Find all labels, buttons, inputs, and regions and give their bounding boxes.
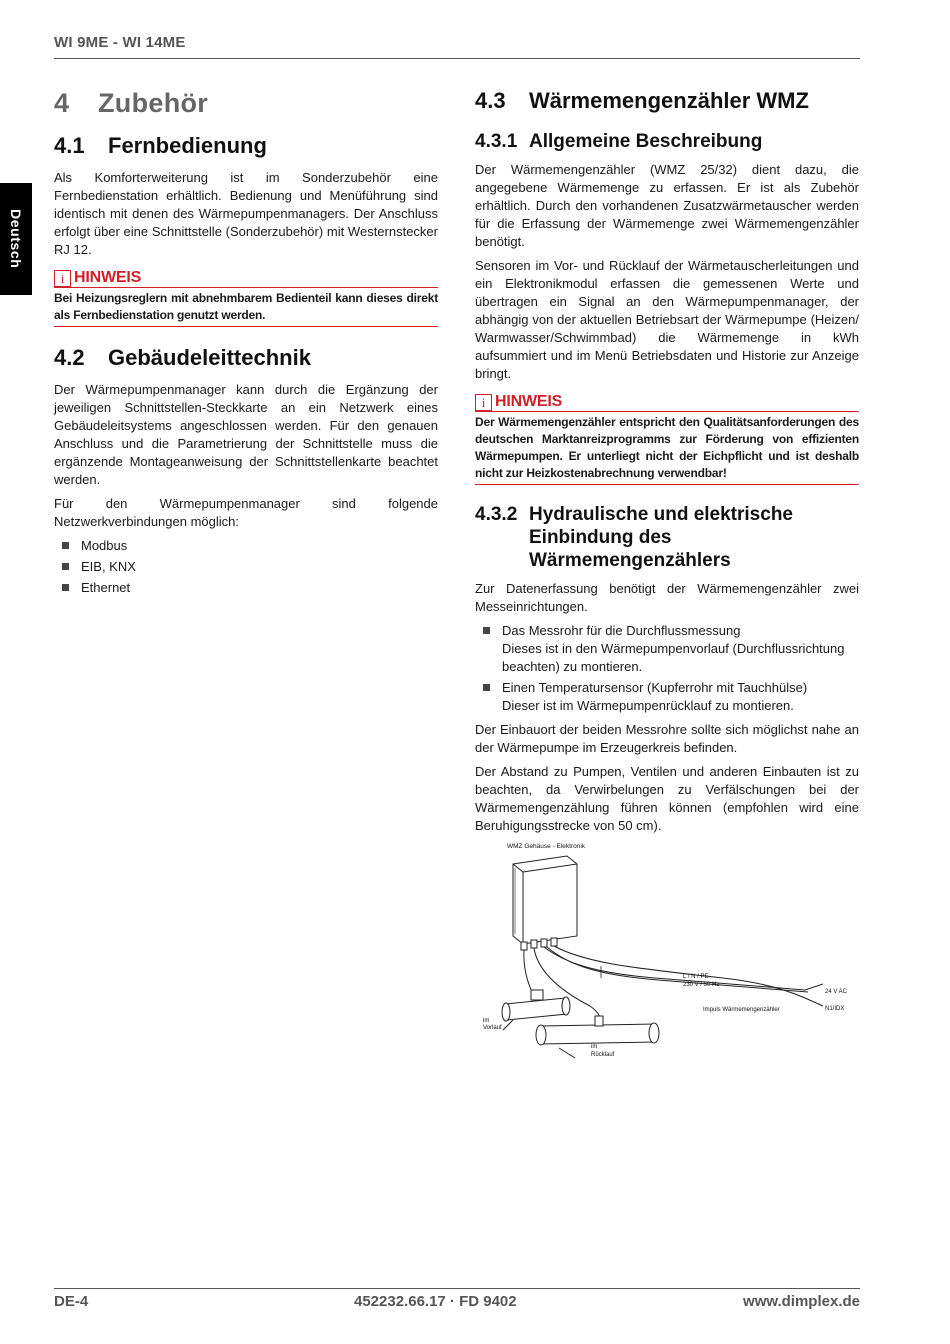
info-icon: i xyxy=(475,394,492,411)
chapter-heading xyxy=(54,88,438,119)
section-heading-4-3 xyxy=(475,88,859,114)
network-list xyxy=(54,537,438,597)
section-title: Fernbedienung xyxy=(108,133,267,158)
list-item-detail: Dieses ist in den Wärmepumpenvorlauf (Durchflussrichtung beachten) zu montieren. xyxy=(502,641,845,674)
list-item-title: Einen Temperatursensor (Kupferrohr mit Tauchhülse) xyxy=(502,680,808,695)
label-vorlauf-1: im xyxy=(483,1018,490,1024)
wmz-diagram xyxy=(475,838,865,1068)
label-power-2: 230 V / 50 Hz xyxy=(683,982,720,988)
subsection-title-line: Hydraulische und elektrische xyxy=(529,504,793,525)
right-column xyxy=(475,88,859,841)
note-text: Bei Heizungsreglern mit abnehmbarem Bedienteil kann dieses direkt als Fernbedienstation genutzt werden. xyxy=(54,287,438,327)
label-n1: N1/IDX xyxy=(825,1006,845,1012)
paragraph: Der Wärmepumpenmanager kann durch die Ergänzung der jeweiligen Schnittstellen-Steckkarte an ein Netzwerk eines Gebäudeleitsystems angeschlossen werden. Für den genauen Anschluss und die Parametrierung der Schnittstelle muss die ergänzende Montageanweisung der Schnittstellenkarte beachtet werden. xyxy=(54,382,438,487)
footer-website: www.dimplex.de xyxy=(743,1293,860,1310)
note-box xyxy=(475,393,859,485)
language-side-tab xyxy=(0,183,32,295)
note-text: Der Wärmemengenzähler entspricht den Qualitätsanforderungen des deutschen Marktanreizprogramms zur Förderung von effizienten Wärmepumpen. Er unterliegt nicht der Eichpflicht und ist deshalb nicht zur Heizkostenabrechnung verwendbar! xyxy=(475,411,859,485)
header-title: WI 9ME - WI 14ME xyxy=(54,34,186,51)
electronics-housing-shape xyxy=(513,856,577,944)
paragraph: Der Wärmemengenzähler (WMZ 25/32) dient dazu, die angegebene Wärmemenge zu erfassen. Er ist als Zubehör erhältlich. Durch den vorhandenen Zusatzwärmetauscher werden für die Erfassung der Wärmemenge zwei Wärmemengenzähler benötigt. xyxy=(475,162,859,249)
page-footer xyxy=(54,1288,860,1315)
list-item: Ethernet xyxy=(54,579,438,597)
section-title: Wärmemengenzähler WMZ xyxy=(529,88,809,113)
subsection-number: 4.3.1 xyxy=(475,131,518,152)
label-power-1: L / N / PE xyxy=(683,974,709,980)
subsection-heading-4-3-1 xyxy=(475,130,859,153)
language-tab-label: Deutsch xyxy=(8,209,24,269)
label-24vac: 24 V AC xyxy=(825,989,848,995)
list-item: Modbus xyxy=(54,537,438,555)
measurement-list xyxy=(475,622,859,715)
subsection-heading-4-3-2 xyxy=(475,503,859,572)
subsection-number: 4.3.2 xyxy=(475,504,518,525)
info-icon: i xyxy=(54,270,71,287)
note-title: HINWEIS xyxy=(74,269,142,286)
cable-glands-shape xyxy=(521,938,557,950)
list-item xyxy=(475,622,859,676)
list-item xyxy=(475,679,859,715)
page-header xyxy=(54,34,860,59)
label-ruecklauf-1: im xyxy=(591,1044,598,1050)
list-item: EIB, KNX xyxy=(54,558,438,576)
subsection-title-line: Wärmemengenzählers xyxy=(529,550,731,571)
section-number: 4.3 xyxy=(475,88,506,113)
note-header xyxy=(54,269,438,287)
label-housing: WMZ Gehäuse - Elektronik xyxy=(507,843,586,850)
paragraph: Zur Datenerfassung benötigt der Wärmemengenzähler zwei Messeinrichtungen. xyxy=(475,581,859,614)
note-box xyxy=(54,269,438,327)
footer-doc-number: 452232.66.17 · FD 9402 xyxy=(354,1293,517,1310)
list-item-detail: Dieser ist im Wärmepumpenrücklauf zu montieren. xyxy=(502,698,794,713)
section-number: 4.1 xyxy=(54,133,85,158)
paragraph: Der Einbauort der beiden Messrohre sollte sich möglichst nahe an der Wärmepumpe im Erzeugerkreis befinden. xyxy=(475,722,859,755)
chapter-title: Zubehör xyxy=(98,88,209,118)
paragraph: Als Komforterweiterung ist im Sonderzubehör eine Fernbedienstation erhältlich. Bedienung und Menüführung sind identisch mit denen des Wärmepumpenmanagers. Der Anschluss erfolgt über eine Schnittstelle (Sonderzubehör) mit Westernstecker RJ 12. xyxy=(54,170,438,257)
paragraph: Sensoren im Vor- und Rücklauf der Wärmetauscherleitungen und ein Elektronikmodul erfassen die gemessenen Werte und übertragen ein Signal an den Wärmepumpenmanager, der abhängig von der aktuellen Betriebsart der Wärmepumpe (Heizen/ Warmwasser/Schwimmbad) die Wärmemenge in kWh aufsummiert und im Menü Betriebsdaten und Historie zur Anzeige bringt. xyxy=(475,258,859,381)
section-title: Gebäudeleittechnik xyxy=(108,345,311,370)
left-column xyxy=(54,88,438,600)
footer-page-number: DE-4 xyxy=(54,1293,89,1310)
cables-shape xyxy=(524,946,823,1028)
label-vorlauf-2: Vorlauf xyxy=(483,1025,502,1031)
wmz-installation-figure xyxy=(475,838,865,1068)
subsection-title-line: Einbindung des xyxy=(529,527,672,548)
subsection-title: Allgemeine Beschreibung xyxy=(529,131,763,152)
paragraph: Der Abstand zu Pumpen, Ventilen und anderen Einbauten ist zu beachten, da Verwirbelungen zu Verfälschungen bei der Wärmemengenzählung führen können (empfohlen wird eine Beruhigungsstrecke von 50 cm). xyxy=(475,764,859,833)
section-number: 4.2 xyxy=(54,345,85,370)
label-impulse: Impuls Wärmemengenzähler xyxy=(703,1007,780,1013)
list-item-title: Das Messrohr für die Durchflussmessung xyxy=(502,623,741,638)
note-title: HINWEIS xyxy=(495,393,563,410)
section-heading-4-2 xyxy=(54,345,438,371)
paragraph: Für den Wärmepumpenmanager sind folgende Netzwerkverbindungen möglich: xyxy=(54,496,438,529)
note-header xyxy=(475,393,859,411)
label-ruecklauf-2: Rücklauf xyxy=(591,1052,615,1058)
chapter-number: 4 xyxy=(54,88,70,118)
flow-meter-pipe-shape xyxy=(502,990,570,1030)
section-heading-4-1 xyxy=(54,133,438,159)
